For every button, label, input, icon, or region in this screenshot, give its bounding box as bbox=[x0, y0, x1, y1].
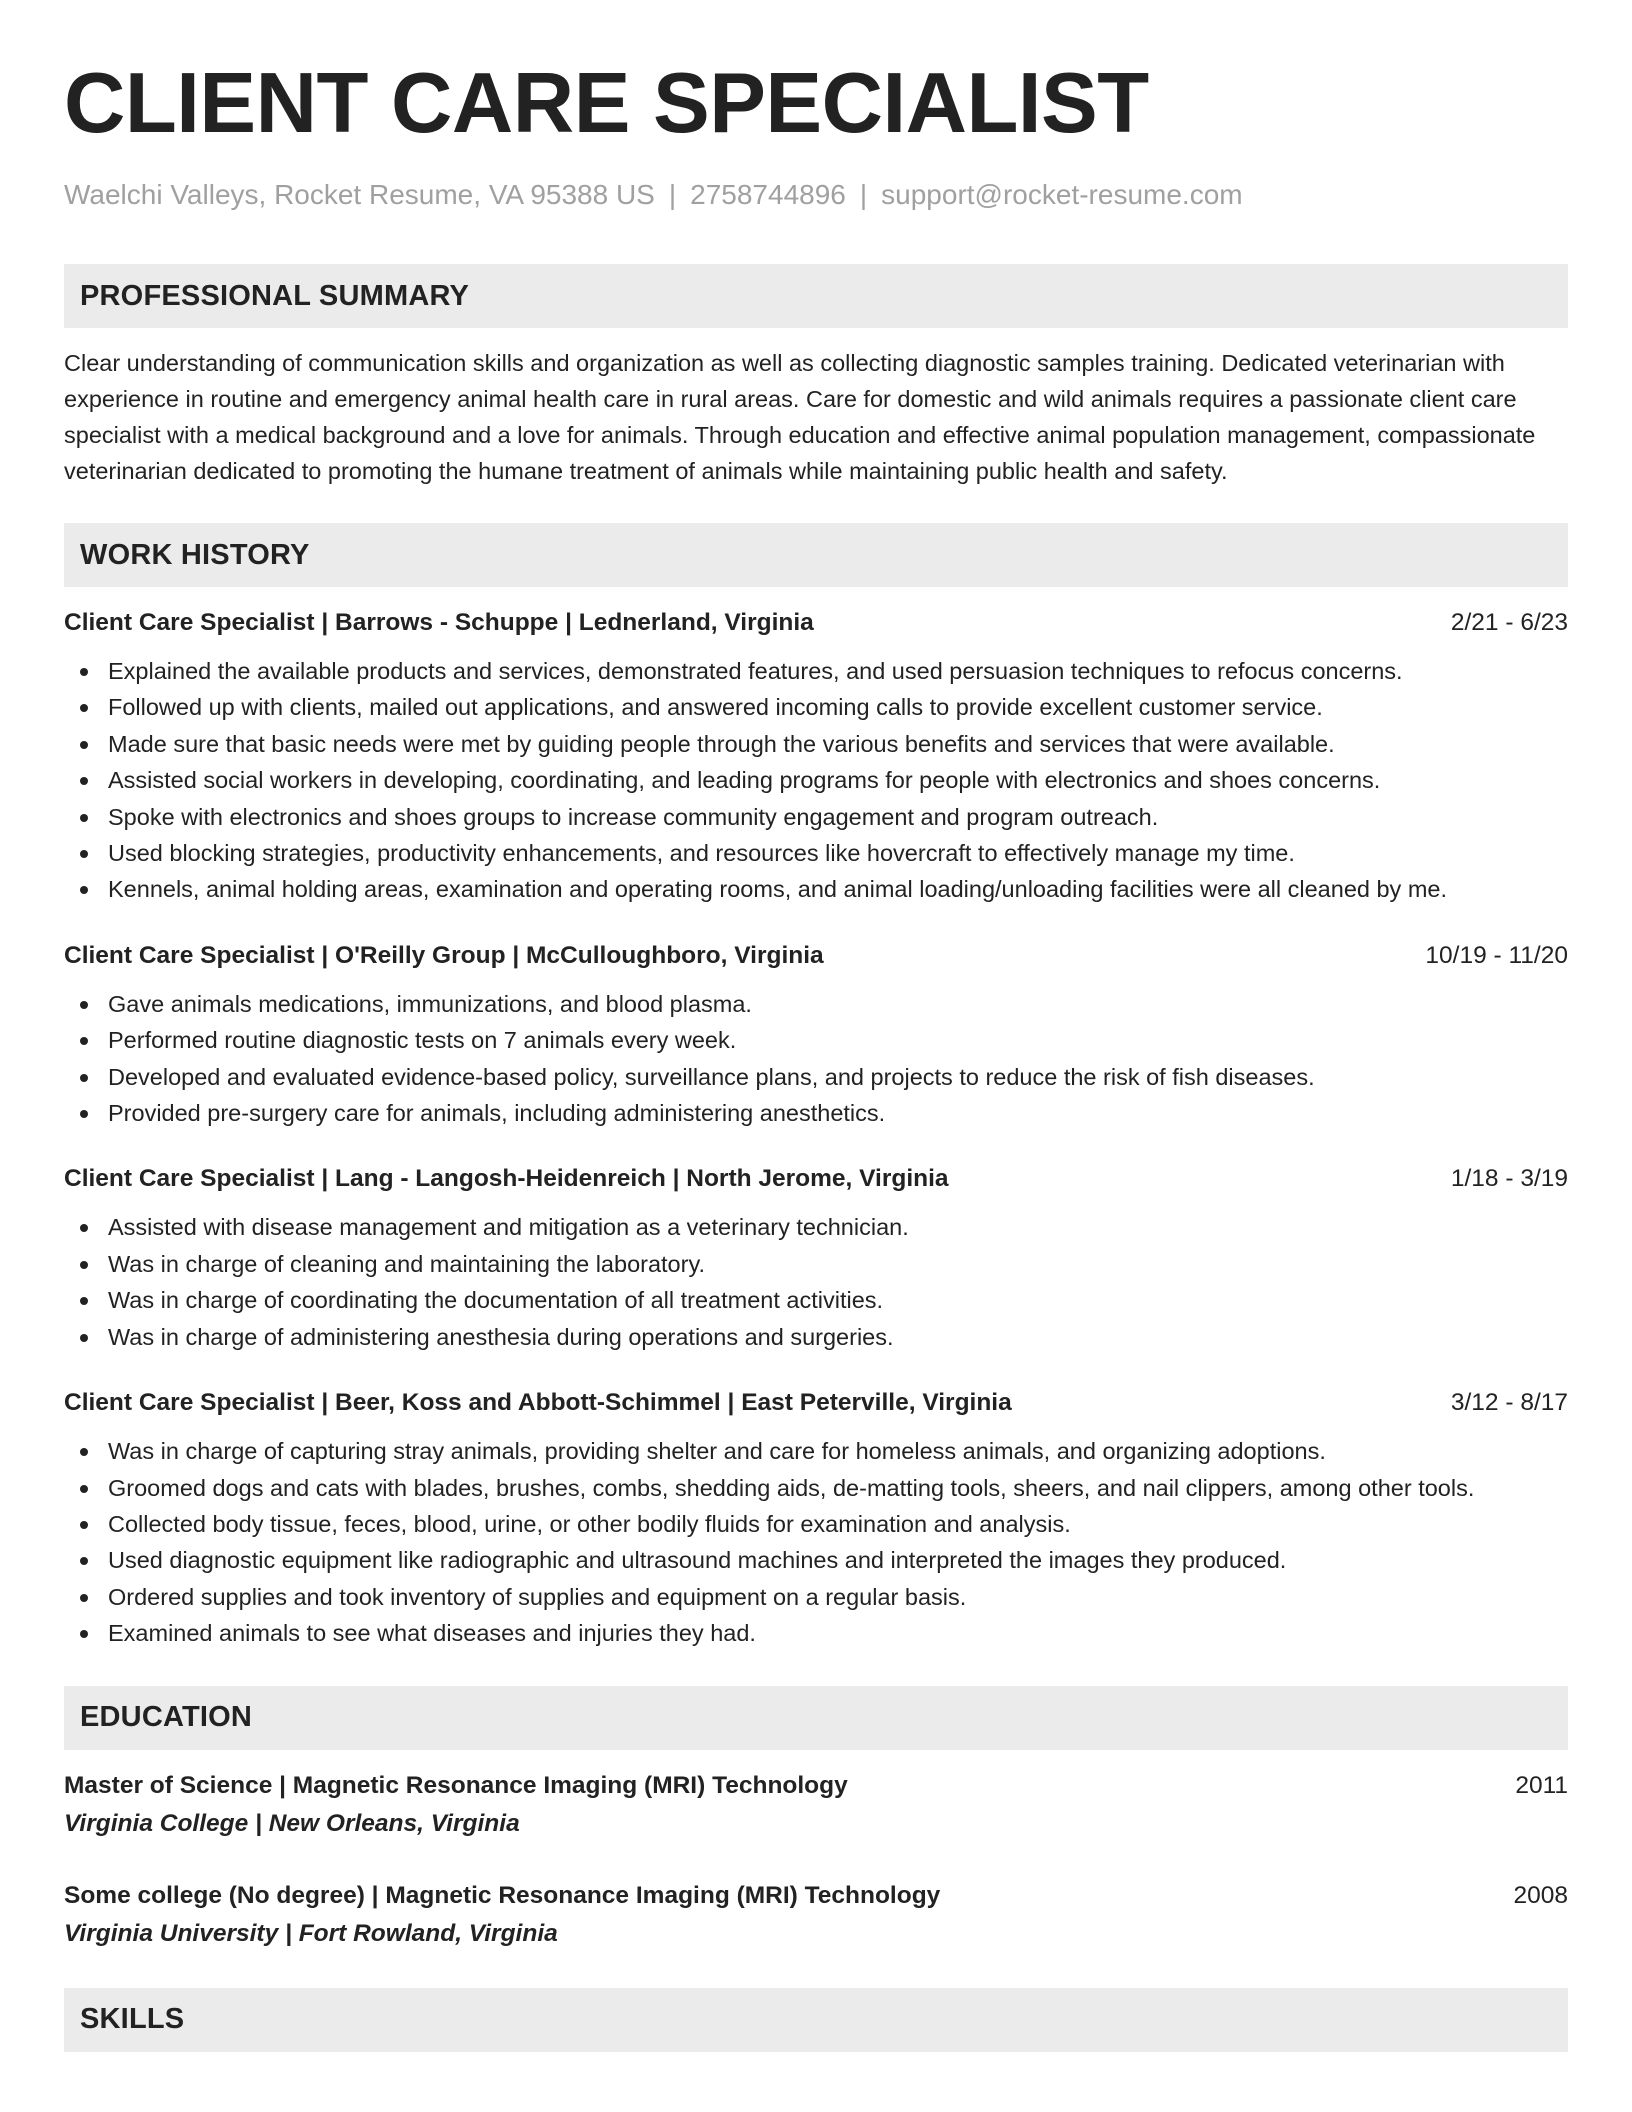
job-bullets bbox=[64, 1433, 1568, 1651]
job-bullet: Groomed dogs and cats with blades, brushes, combs, shedding aids, de-matting tools, sheers, and nail clippers, among other tools. bbox=[64, 1470, 1568, 1506]
job-bullet: Followed up with clients, mailed out applications, and answered incoming calls to provide excellent customer service. bbox=[64, 689, 1568, 725]
contact-phone: 2758744896 bbox=[690, 179, 846, 210]
job-dates: 2/21 - 6/23 bbox=[1450, 609, 1568, 636]
resume-title: CLIENT CARE SPECIALIST bbox=[64, 56, 1149, 151]
job-entry bbox=[64, 1161, 1568, 1355]
job-bullet: Used diagnostic equipment like radiographic and ultrasound machines and interpreted the images they produced. bbox=[64, 1542, 1568, 1578]
job-bullet: Collected body tissue, feces, blood, urine, or other bodily fluids for examination and analysis. bbox=[64, 1506, 1568, 1542]
summary-text: Clear understanding of communication skills and organization as well as collecting diagnostic samples training. Dedicated veterinarian with experience in routine and emergency animal health care in rural areas. Care for domestic and wild animals requires a passionate client care specialist with a medical background and a love for animals. Through education and effective animal population management, compassionate veterinarian dedicated to promoting the humane treatment of animals while maintaining public health and safety. bbox=[64, 350, 1536, 484]
section-header-summary bbox=[64, 264, 1568, 328]
job-bullet: Was in charge of administering anesthesia during operations and surgeries. bbox=[64, 1319, 1568, 1355]
section-title-skills: SKILLS bbox=[80, 2003, 185, 2036]
job-bullet: Kennels, animal holding areas, examination and operating rooms, and animal loading/unloading facilities were all cleaned by me. bbox=[64, 871, 1568, 907]
job-bullet: Assisted with disease management and mitigation as a veterinary technician. bbox=[64, 1209, 1568, 1245]
job-entry bbox=[64, 938, 1568, 1132]
job-bullet: Spoke with electronics and shoes groups to increase community engagement and program outreach. bbox=[64, 799, 1568, 835]
job-bullet: Developed and evaluated evidence-based policy, surveillance plans, and projects to reduce the risk of fish diseases. bbox=[64, 1059, 1568, 1095]
education-year: 2008 bbox=[1513, 1881, 1568, 1909]
job-bullets bbox=[64, 986, 1568, 1132]
job-bullets bbox=[64, 653, 1568, 908]
job-dates: 1/18 - 3/19 bbox=[1450, 1165, 1568, 1193]
education-entry bbox=[64, 1878, 1568, 1952]
section-header-work-history bbox=[64, 523, 1568, 587]
education-entry bbox=[64, 1768, 1568, 1842]
job-header bbox=[64, 605, 1568, 641]
job-bullet: Performed routine diagnostic tests on 7 animals every week. bbox=[64, 1022, 1568, 1058]
job-entry bbox=[64, 605, 1568, 908]
section-header-education bbox=[64, 1686, 1568, 1750]
job-title: Client Care Specialist | Lang - Langosh-Heidenreich | North Jerome, Virginia bbox=[64, 1165, 949, 1193]
job-bullet: Provided pre-surgery care for animals, including administering anesthetics. bbox=[64, 1095, 1568, 1131]
job-bullet: Examined animals to see what diseases and injuries they had. bbox=[64, 1615, 1568, 1651]
job-bullet: Was in charge of coordinating the documentation of all treatment activities. bbox=[64, 1282, 1568, 1318]
contact-email: support@rocket-resume.com bbox=[881, 179, 1243, 210]
contact-separator: | bbox=[859, 179, 868, 210]
job-title: Client Care Specialist | Beer, Koss and Abbott-Schimmel | East Peterville, Virginia bbox=[64, 1389, 1012, 1417]
job-bullet: Assisted social workers in developing, coordinating, and leading programs for people with electronics and shoes concerns. bbox=[64, 762, 1568, 798]
contact-line bbox=[64, 178, 1568, 212]
education-year: 2011 bbox=[1515, 1771, 1568, 1799]
job-bullet: Made sure that basic needs were met by guiding people through the various benefits and services that were available. bbox=[64, 726, 1568, 762]
job-entry bbox=[64, 1385, 1568, 1651]
job-title: Client Care Specialist | O'Reilly Group | McCulloughboro, Virginia bbox=[64, 941, 824, 969]
section-title-education: EDUCATION bbox=[80, 1701, 253, 1734]
job-header bbox=[64, 938, 1568, 974]
education-degree: Master of Science | Magnetic Resonance Imaging (MRI) Technology bbox=[64, 1771, 848, 1799]
job-dates: 3/12 - 8/17 bbox=[1450, 1389, 1568, 1417]
section-title-work-history: WORK HISTORY bbox=[80, 538, 310, 571]
education-degree: Some college (No degree) | Magnetic Resonance Imaging (MRI) Technology bbox=[64, 1881, 941, 1909]
section-title-summary: PROFESSIONAL SUMMARY bbox=[80, 279, 470, 312]
job-dates: 10/19 - 11/20 bbox=[1425, 941, 1568, 969]
job-bullet: Explained the available products and services, demonstrated features, and used persuasion techniques to refocus concerns. bbox=[64, 653, 1568, 689]
education-school: Virginia University | Fort Rowland, Virginia bbox=[64, 1919, 558, 1947]
job-header bbox=[64, 1385, 1568, 1421]
job-bullet: Gave animals medications, immunizations, and blood plasma. bbox=[64, 986, 1568, 1022]
education-school: Virginia College | New Orleans, Virginia bbox=[64, 1809, 520, 1837]
education-header bbox=[64, 1768, 1568, 1804]
contact-separator: | bbox=[668, 179, 677, 210]
resume-page bbox=[64, 56, 1568, 2052]
job-bullet: Was in charge of capturing stray animals, providing shelter and care for homeless animals, and organizing adoptions. bbox=[64, 1433, 1568, 1469]
job-bullet: Used blocking strategies, productivity enhancements, and resources like hovercraft to effectively manage my time. bbox=[64, 835, 1568, 871]
job-bullets bbox=[64, 1209, 1568, 1355]
education-header bbox=[64, 1878, 1568, 1914]
job-title: Client Care Specialist | Barrows - Schuppe | Lednerland, Virginia bbox=[64, 609, 814, 636]
contact-address: Waelchi Valleys, Rocket Resume, VA 95388 US bbox=[64, 179, 655, 210]
job-bullet: Ordered supplies and took inventory of supplies and equipment on a regular basis. bbox=[64, 1579, 1568, 1615]
section-header-skills bbox=[64, 1988, 1568, 2052]
job-header bbox=[64, 1161, 1568, 1197]
job-bullet: Was in charge of cleaning and maintaining the laboratory. bbox=[64, 1246, 1568, 1282]
